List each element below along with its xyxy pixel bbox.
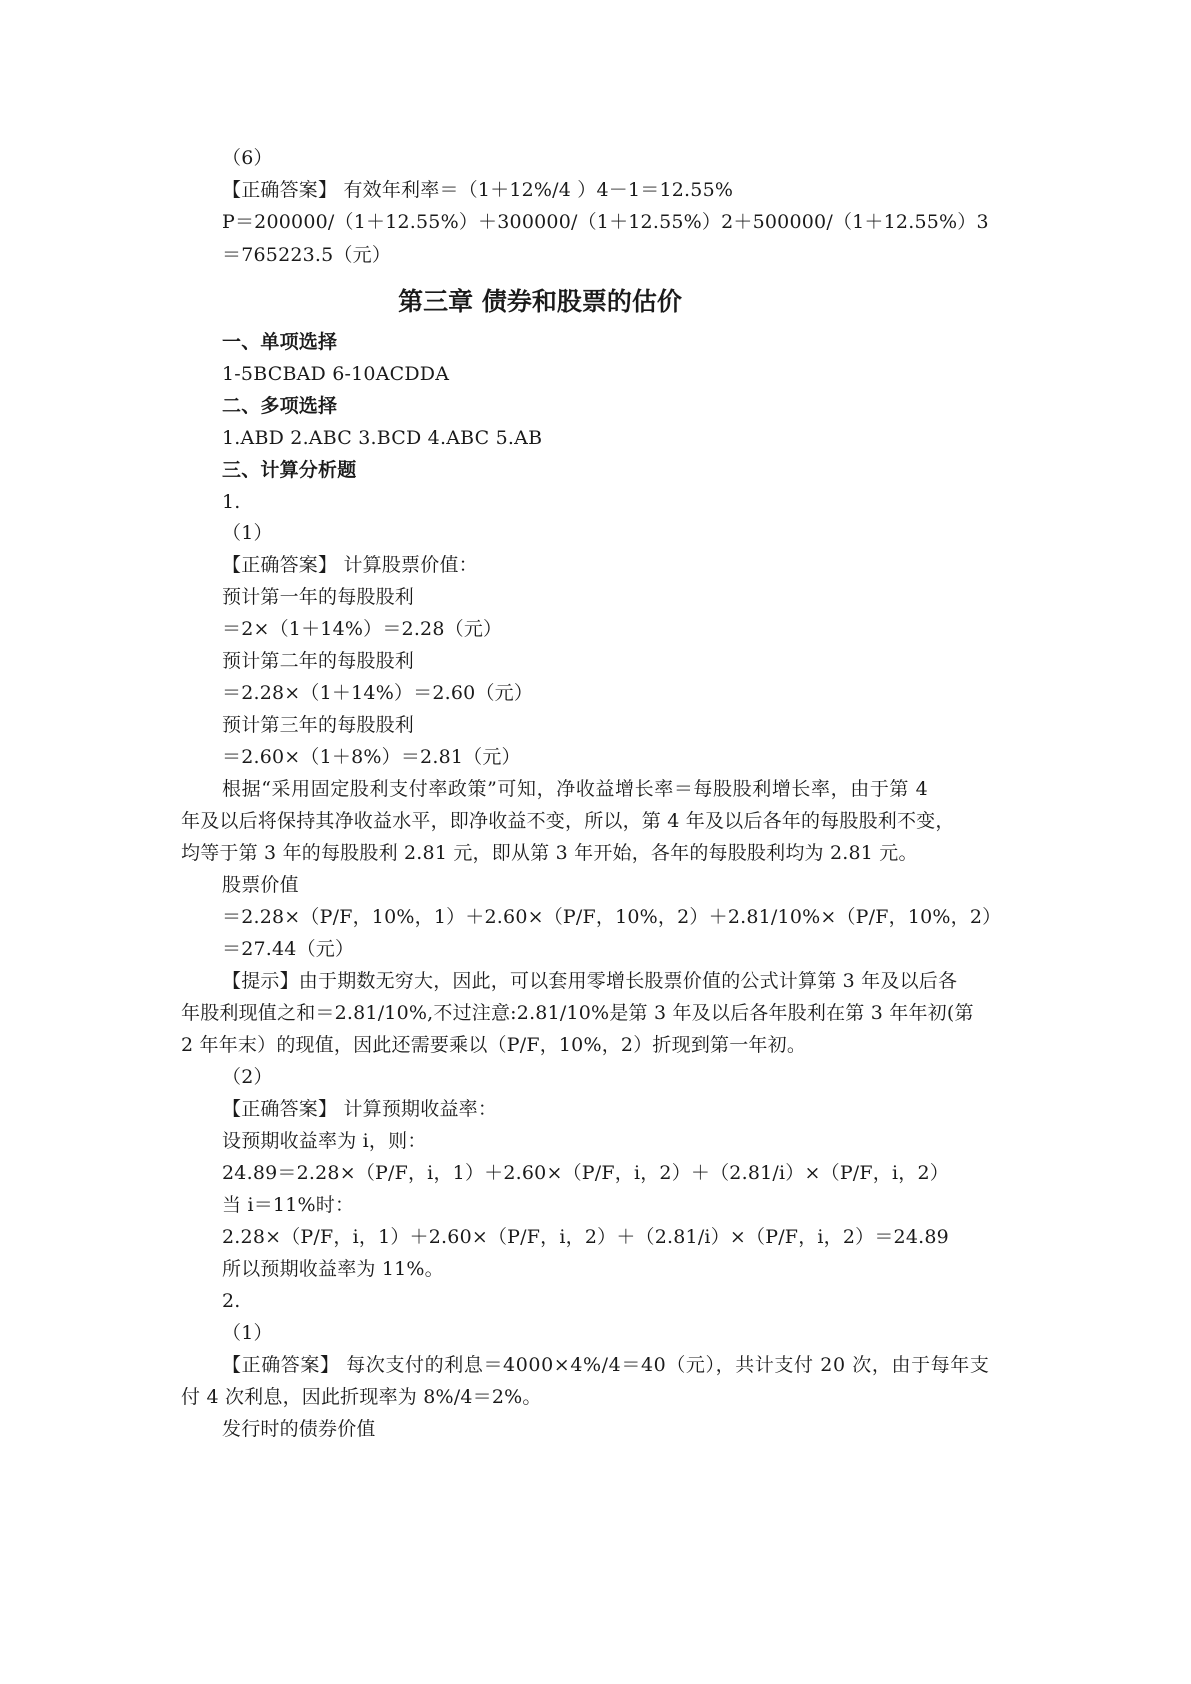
stock-value-formula: ＝2.28×（P/F，10%，1）＋2.60×（P/F，10%，2）＋2.81/10%×（P/F，10%，2）: [222, 906, 1002, 928]
section-heading-calculation: 三、计算分析题: [222, 459, 357, 481]
present-value-formula: P＝200000/（1＋12.55%）＋300000/（1＋12.55%）2＋500000/（1＋12.55%）3: [222, 211, 989, 233]
year2-dividend-value: ＝2.28×（1＋14%）＝2.60（元）: [222, 682, 534, 704]
question-1-sub-2: （2）: [222, 1066, 273, 1088]
stock-value-result: ＝27.44（元）: [222, 938, 355, 960]
question-2-sub-1: （1）: [222, 1322, 273, 1344]
question-1-number: 1.: [222, 491, 241, 513]
tip-line-2: 年股利现值之和＝2.81/10%,不过注意:2.81/10%是第 3 年及以后各年股利在第 3 年年初(第: [181, 1002, 974, 1024]
section-heading-multiple-choice: 二、多项选择: [222, 395, 338, 417]
expected-return-conclusion: 所以预期收益率为 11%。: [222, 1258, 444, 1280]
paragraph-1-line-2: 年及以后将保持其净收益水平，即净收益不变，所以，第 4 年及以后各年的每股股利不变，: [181, 810, 955, 832]
when-rate-line: 当 i＝11%时：: [222, 1194, 355, 1216]
equation-line-1: 24.89＝2.28×（P/F，i，1）＋2.60×（P/F，i，2）＋（2.81/i）×（P/F，i，2）: [222, 1162, 949, 1184]
chapter-title: 第三章 债券和股票的估价: [398, 287, 682, 316]
question-1-sub-1: （1）: [222, 522, 273, 544]
answer-intro-stock-value: 【正确答案】 计算股票价值：: [222, 554, 478, 576]
bond-issue-value-label: 发行时的债券价值: [222, 1418, 376, 1440]
answer-effective-rate: 【正确答案】 有效年利率＝（1＋12%/4 ）4－1＝12.55%: [222, 179, 734, 201]
year3-dividend-label: 预计第三年的每股股利: [222, 714, 415, 736]
equation-line-2: 2.28×（P/F，i，1）＋2.60×（P/F，i，2）＋（2.81/i）×（P/F，i，2）＝24.89: [222, 1226, 949, 1248]
year3-dividend-value: ＝2.60×（1＋8%）＝2.81（元）: [222, 746, 521, 768]
year1-dividend-value: ＝2×（1＋14%）＝2.28（元）: [222, 618, 503, 640]
tip-line-3: 2 年年末）的现值，因此还需要乘以（P/F，10%，2）折现到第一年初。: [181, 1034, 807, 1056]
stock-value-label: 股票价值: [222, 874, 299, 896]
paragraph-1-line-3: 均等于第 3 年的每股股利 2.81 元，即从第 3 年开始，各年的每股股利均为 2.81 元。: [181, 842, 918, 864]
question-2-number: 2.: [222, 1290, 241, 1312]
subquestion-6-label: （6）: [222, 147, 273, 169]
answer-intro-expected-return: 【正确答案】 计算预期收益率：: [222, 1098, 498, 1120]
present-value-result: ＝765223.5（元）: [222, 244, 392, 266]
question-2-answer-line-1: 【正确答案】 每次支付的利息＝4000×4%/4＝40（元），共计支付 20 次，由于每年支: [222, 1354, 990, 1376]
multiple-choice-answers: 1.ABD 2.ABC 3.BCD 4.ABC 5.AB: [222, 427, 543, 449]
tip-line-1: 【提示】由于期数无穷大，因此，可以套用零增长股票价值的公式计算第 3 年及以后各: [222, 970, 958, 992]
year2-dividend-label: 预计第二年的每股股利: [222, 650, 415, 672]
single-choice-answers: 1-5BCBAD 6-10ACDDA: [222, 363, 450, 385]
section-heading-single-choice: 一、单项选择: [222, 331, 338, 353]
paragraph-1-line-1: 根据“采用固定股利支付率政策”可知，净收益增长率＝每股股利增长率，由于第 4: [222, 778, 929, 800]
assume-rate-line: 设预期收益率为 i，则：: [222, 1130, 427, 1152]
question-2-answer-line-2: 付 4 次利息，因此折现率为 8%/4＝2%。: [181, 1386, 542, 1408]
year1-dividend-label: 预计第一年的每股股利: [222, 586, 415, 608]
